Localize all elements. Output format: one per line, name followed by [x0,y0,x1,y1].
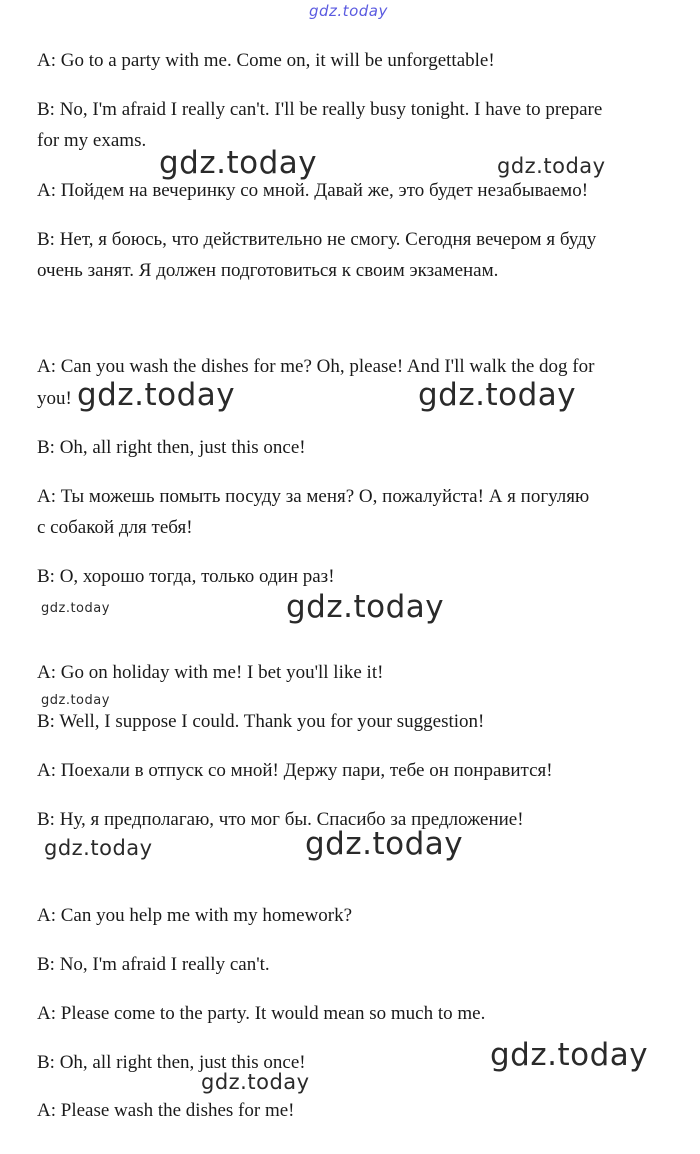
dialogue-4-line-1: A: Can you help me with my homework? [37,905,353,926]
watermark-top: gdz.today [309,2,388,20]
dialogue-4-line-4: B: Oh, all right then, just this once! [37,1052,306,1073]
watermark: gdz.today [201,1070,310,1094]
dialogue-3-line-4: B: Ну, я предполагаю, что мог бы. Спасибо за предложение! [37,809,524,830]
dialogue-1-line-1: A: Go to a party with me. Come on, it will be unforgettable! [37,50,495,71]
watermark: gdz.today [159,145,318,181]
watermark: gdz.today [286,589,445,625]
watermark: gdz.today [41,693,110,708]
dialogue-1-line-2: B: No, I'm afraid I really can't. I'll be really busy tonight. I have to prepare [37,99,603,120]
dialogue-3-line-3: A: Поехали в отпуск со мной! Держу пари, тебе он понравится! [37,760,553,781]
dialogue-2-line-2: you! [37,388,72,409]
dialogue-4-line-2: B: No, I'm afraid I really can't. [37,954,270,975]
dialogue-3-line-1: A: Go on holiday with me! I bet you'll like it! [37,662,384,683]
dialogue-2-line-6: B: О, хорошо тогда, только один раз! [37,566,335,587]
watermark: gdz.today [77,377,236,413]
dialogue-4-line-3: A: Please come to the party. It would mean so much to me. [37,1003,486,1024]
watermark: gdz.today [418,377,577,413]
dialogue-2-line-4: A: Ты можешь помыть посуду за меня? О, пожалуйста! А я погуляю [37,486,590,507]
dialogue-3-line-2: B: Well, I suppose I could. Thank you for your suggestion! [37,711,485,732]
watermark: gdz.today [497,154,606,178]
watermark: gdz.today [41,601,110,616]
dialogue-1-line-4: A: Пойдем на вечеринку со мной. Давай же, это будет незабываемо! [37,180,589,201]
dialogue-4-line-5: A: Please wash the dishes for me! [37,1100,295,1121]
watermark: gdz.today [44,836,153,860]
dialogue-2-line-5: с собакой для тебя! [37,517,193,538]
watermark: gdz.today [305,826,464,862]
dialogue-2-line-3: B: Oh, all right then, just this once! [37,437,306,458]
dialogue-1-line-6: очень занят. Я должен подготовиться к своим экзаменам. [37,260,499,281]
dialogue-1-line-3: for my exams. [37,130,147,151]
watermark: gdz.today [490,1037,649,1073]
dialogue-1-line-5: B: Нет, я боюсь, что действительно не смогу. Сегодня вечером я буду [37,229,597,250]
dialogue-2-line-1: A: Can you wash the dishes for me? Oh, please! And I'll walk the dog for [37,356,595,377]
